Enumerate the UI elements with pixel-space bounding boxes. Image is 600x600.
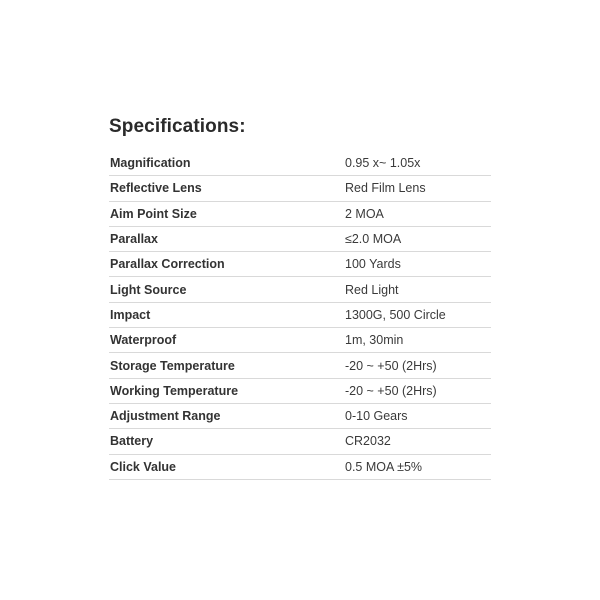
- spec-value: Red Light: [345, 282, 399, 297]
- page-title: Specifications:: [109, 116, 246, 137]
- spec-row-working-temperature: [109, 379, 491, 404]
- spec-value: 100 Yards: [345, 257, 401, 272]
- spec-row-adjustment-range: [109, 404, 491, 429]
- spec-row-storage-temperature: [109, 353, 491, 378]
- spec-sheet: [109, 116, 491, 480]
- spec-value: 1m, 30min: [345, 333, 404, 348]
- spec-value: 0.5 MOA ±5%: [345, 459, 423, 474]
- spec-value: 2 MOA: [345, 206, 384, 221]
- spec-label: Impact: [110, 307, 151, 322]
- spec-label: Parallax Correction: [110, 257, 225, 272]
- spec-value: Red Film Lens: [345, 181, 426, 196]
- spec-row-parallax: [109, 227, 491, 252]
- spec-row-parallax-correction: [109, 252, 491, 277]
- spec-value: 1300G, 500 Circle: [345, 307, 446, 322]
- spec-value: 0.95 x~ 1.05x: [345, 156, 421, 171]
- spec-label: Battery: [110, 434, 154, 449]
- spec-label: Aim Point Size: [110, 206, 197, 221]
- spec-row-waterproof: [109, 328, 491, 353]
- spec-label: Light Source: [110, 282, 187, 297]
- spec-row-battery: [109, 429, 491, 454]
- spec-label: Working Temperature: [110, 383, 239, 398]
- spec-row-reflective-lens: [109, 176, 491, 201]
- spec-table: [109, 151, 491, 480]
- spec-label: Storage Temperature: [110, 358, 235, 373]
- spec-label: Reflective Lens: [110, 181, 202, 196]
- spec-row-impact: [109, 303, 491, 328]
- spec-value: CR2032: [345, 434, 391, 449]
- spec-row-light-source: [109, 277, 491, 302]
- spec-value: ≤2.0 MOA: [345, 232, 402, 247]
- spec-label: Click Value: [110, 459, 177, 474]
- spec-value: 0-10 Gears: [345, 409, 408, 424]
- spec-label: Waterproof: [110, 333, 177, 348]
- spec-row-aim-point-size: [109, 202, 491, 227]
- spec-value: -20 ~ +50 (2Hrs): [345, 358, 437, 373]
- spec-label: Adjustment Range: [110, 409, 221, 424]
- spec-row-magnification: [109, 151, 491, 176]
- spec-row-click-value: [109, 455, 491, 480]
- spec-value: -20 ~ +50 (2Hrs): [345, 383, 437, 398]
- spec-label: Magnification: [110, 156, 191, 171]
- spec-label: Parallax: [110, 232, 158, 247]
